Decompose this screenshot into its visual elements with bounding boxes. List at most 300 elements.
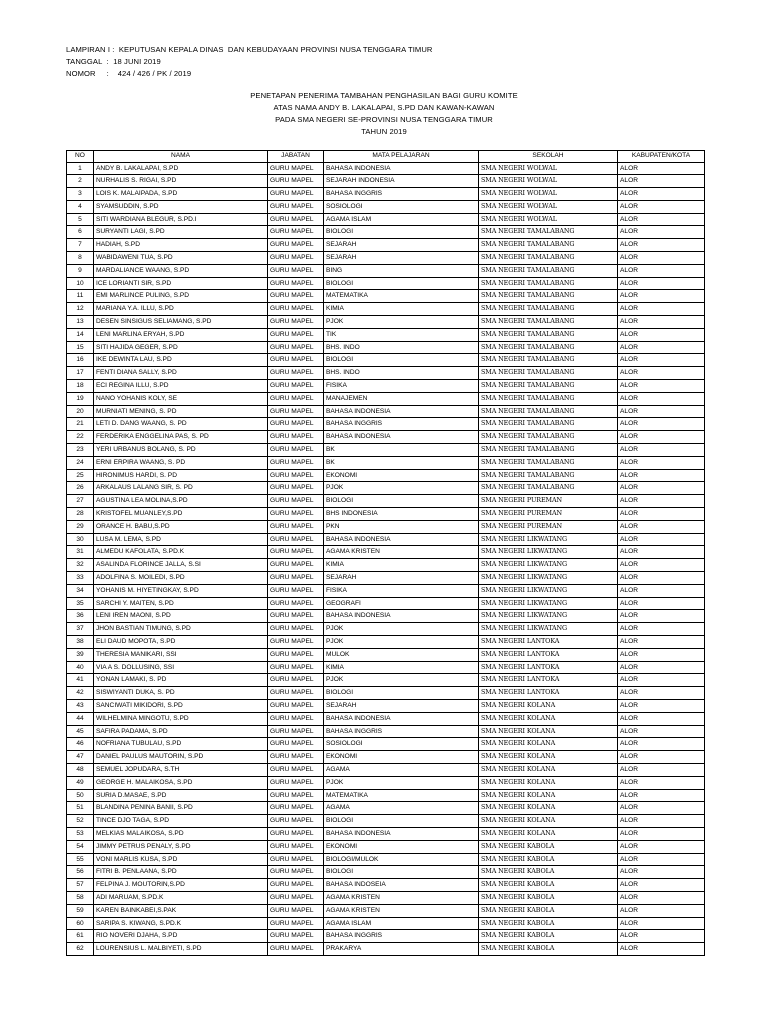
cell-mata-pelajaran: SEJARAH INDONESIA [324, 175, 479, 188]
table-row [67, 943, 705, 956]
cell-no: 38 [67, 635, 94, 648]
cell-no: 26 [67, 482, 94, 495]
cell-kabupaten: ALOR [618, 405, 705, 418]
cell-sekolah: SMA NEGERI TAMALABANG [479, 418, 618, 431]
cell-nama: EMI MARLINCE PULING, S.PD [94, 290, 268, 303]
cell-kabupaten: ALOR [618, 559, 705, 572]
cell-jabatan: GURU MAPEL [268, 674, 324, 687]
table-row [67, 674, 705, 687]
cell-nama: SITI WARDIANA BLEGUR, S.PD.I [94, 213, 268, 226]
cell-kabupaten: ALOR [618, 661, 705, 674]
cell-kabupaten: ALOR [618, 751, 705, 764]
cell-no: 16 [67, 354, 94, 367]
cell-no: 59 [67, 904, 94, 917]
table-row [67, 879, 705, 892]
cell-sekolah: SMA NEGERI LANTOKA [479, 687, 618, 700]
table-row [67, 444, 705, 457]
cell-mata-pelajaran: BAHASA INGGRIS [324, 188, 479, 201]
table-row [67, 367, 705, 380]
cell-jabatan: GURU MAPEL [268, 392, 324, 405]
cell-no: 17 [67, 367, 94, 380]
cell-mata-pelajaran: BIOLOGI [324, 277, 479, 290]
cell-kabupaten: ALOR [618, 738, 705, 751]
table-row [67, 303, 705, 316]
cell-mata-pelajaran: AGAMA KRISTEN [324, 891, 479, 904]
cell-mata-pelajaran: BAHASA INGGRIS [324, 930, 479, 943]
cell-no: 48 [67, 763, 94, 776]
cell-kabupaten: ALOR [618, 316, 705, 329]
cell-nama: SURYANTI LAGI, S.PD [94, 226, 268, 239]
cell-nama: ECI REGINA ILLU, S.PD [94, 380, 268, 393]
cell-no: 50 [67, 789, 94, 802]
cell-sekolah: SMA NEGERI LANTOKA [479, 661, 618, 674]
table-row [67, 264, 705, 277]
table-row [67, 508, 705, 521]
cell-no: 8 [67, 252, 94, 265]
cell-kabupaten: ALOR [618, 341, 705, 354]
cell-nama: FITRI B. PENLAANA, S.PD [94, 866, 268, 879]
cell-kabupaten: ALOR [618, 802, 705, 815]
cell-jabatan: GURU MAPEL [268, 277, 324, 290]
cell-no: 58 [67, 891, 94, 904]
cell-kabupaten: ALOR [618, 328, 705, 341]
cell-kabupaten: ALOR [618, 469, 705, 482]
cell-no: 46 [67, 738, 94, 751]
cell-no: 53 [67, 827, 94, 840]
cell-sekolah: SMA NEGERI KOLANA [479, 725, 618, 738]
cell-mata-pelajaran: BIOLOGI [324, 815, 479, 828]
cell-jabatan: GURU MAPEL [268, 239, 324, 252]
cell-sekolah: SMA NEGERI WOLWAL [479, 200, 618, 213]
cell-jabatan: GURU MAPEL [268, 328, 324, 341]
table-row [67, 751, 705, 764]
cell-sekolah: SMA NEGERI TAMALABANG [479, 367, 618, 380]
cell-sekolah: SMA NEGERI TAMALABANG [479, 405, 618, 418]
cell-sekolah: SMA NEGERI LANTOKA [479, 674, 618, 687]
cell-nama: ICE LORIANTI SIR, S.PD [94, 277, 268, 290]
cell-nama: SISWIYANTI DUKA, S. PD [94, 687, 268, 700]
cell-mata-pelajaran: BAHASA INDONESIA [324, 712, 479, 725]
cell-sekolah: SMA NEGERI WOLWAL [479, 188, 618, 201]
cell-no: 62 [67, 943, 94, 956]
table-row [67, 661, 705, 674]
cell-kabupaten: ALOR [618, 904, 705, 917]
cell-sekolah: SMA NEGERI LIKWATANG [479, 559, 618, 572]
cell-kabupaten: ALOR [618, 162, 705, 175]
cell-sekolah: SMA NEGERI KOLANA [479, 815, 618, 828]
cell-sekolah: SMA NEGERI TAMALABANG [479, 328, 618, 341]
cell-kabupaten: ALOR [618, 380, 705, 393]
cell-nama: DESEN SINSIGUS SELIAMANG, S.PD [94, 316, 268, 329]
cell-mata-pelajaran: AGAMA [324, 763, 479, 776]
cell-mata-pelajaran: SOSIOLOGI [324, 738, 479, 751]
cell-nama: TINCE DJO TAGA, S.PD [94, 815, 268, 828]
cell-kabupaten: ALOR [618, 840, 705, 853]
cell-mata-pelajaran: BAHASA INGGRIS [324, 418, 479, 431]
cell-no: 37 [67, 623, 94, 636]
cell-sekolah: SMA NEGERI KABOLA [479, 891, 618, 904]
table-row [67, 239, 705, 252]
cell-mata-pelajaran: BAHASA INDONESIA [324, 610, 479, 623]
table-row [67, 635, 705, 648]
table-row [67, 597, 705, 610]
cell-no: 30 [67, 533, 94, 546]
cell-jabatan: GURU MAPEL [268, 930, 324, 943]
cell-jabatan: GURU MAPEL [268, 495, 324, 508]
cell-kabupaten: ALOR [618, 418, 705, 431]
cell-no: 20 [67, 405, 94, 418]
cell-no: 19 [67, 392, 94, 405]
table-row [67, 776, 705, 789]
cell-no: 6 [67, 226, 94, 239]
cell-jabatan: GURU MAPEL [268, 341, 324, 354]
cell-mata-pelajaran: PJOK [324, 316, 479, 329]
cell-jabatan: GURU MAPEL [268, 904, 324, 917]
cell-kabupaten: ALOR [618, 431, 705, 444]
cell-no: 57 [67, 879, 94, 892]
cell-sekolah: SMA NEGERI KOLANA [479, 712, 618, 725]
cell-jabatan: GURU MAPEL [268, 853, 324, 866]
cell-jabatan: GURU MAPEL [268, 661, 324, 674]
cell-mata-pelajaran: MATEMATIKA [324, 290, 479, 303]
cell-jabatan: GURU MAPEL [268, 943, 324, 956]
cell-nama: NOFRIANA TUBULAU, S.PD [94, 738, 268, 751]
cell-jabatan: GURU MAPEL [268, 303, 324, 316]
cell-nama: WABIDAWENI TUA, S.PD [94, 252, 268, 265]
cell-kabupaten: ALOR [618, 623, 705, 636]
cell-mata-pelajaran: BIOLOGI [324, 226, 479, 239]
table-row [67, 827, 705, 840]
table-row [67, 738, 705, 751]
col-header-no: NO [67, 151, 94, 163]
table-body [67, 162, 705, 955]
cell-kabupaten: ALOR [618, 175, 705, 188]
cell-no: 44 [67, 712, 94, 725]
cell-jabatan: GURU MAPEL [268, 687, 324, 700]
table-row [67, 789, 705, 802]
cell-kabupaten: ALOR [618, 763, 705, 776]
cell-nama: SANCIWATI MIKIDORI, S.PD [94, 699, 268, 712]
cell-mata-pelajaran: BAHASA INDONESIA [324, 405, 479, 418]
cell-no: 25 [67, 469, 94, 482]
cell-mata-pelajaran: AGAMA ISLAM [324, 917, 479, 930]
nomor-line: NOMOR : 424 / 426 / PK / 2019 [66, 69, 192, 78]
table-row [67, 341, 705, 354]
cell-mata-pelajaran: BHS. INDO [324, 341, 479, 354]
cell-mata-pelajaran: KIMIA [324, 661, 479, 674]
cell-kabupaten: ALOR [618, 495, 705, 508]
cell-sekolah: SMA NEGERI KABOLA [479, 866, 618, 879]
cell-jabatan: GURU MAPEL [268, 891, 324, 904]
cell-no: 31 [67, 546, 94, 559]
cell-kabupaten: ALOR [618, 725, 705, 738]
cell-mata-pelajaran: BAHASA INDONESIA [324, 162, 479, 175]
cell-nama: MELKIAS MALAIKOSA, S.PD [94, 827, 268, 840]
cell-no: 4 [67, 200, 94, 213]
cell-kabupaten: ALOR [618, 303, 705, 316]
cell-no: 39 [67, 648, 94, 661]
cell-no: 55 [67, 853, 94, 866]
cell-jabatan: GURU MAPEL [268, 776, 324, 789]
cell-no: 52 [67, 815, 94, 828]
cell-nama: THERESIA MANIKARI, SSI [94, 648, 268, 661]
cell-sekolah: SMA NEGERI WOLWAL [479, 175, 618, 188]
table-row [67, 802, 705, 815]
cell-kabupaten: ALOR [618, 610, 705, 623]
cell-sekolah: SMA NEGERI TAMALABANG [479, 341, 618, 354]
cell-sekolah: SMA NEGERI LIKWATANG [479, 610, 618, 623]
cell-mata-pelajaran: GEOGRAFI [324, 597, 479, 610]
table-row [67, 725, 705, 738]
cell-mata-pelajaran: EKONOMI [324, 751, 479, 764]
cell-jabatan: GURU MAPEL [268, 635, 324, 648]
cell-no: 29 [67, 520, 94, 533]
cell-nama: BLANDINA PENINA BANII, S.PD [94, 802, 268, 815]
cell-kabupaten: ALOR [618, 239, 705, 252]
cell-kabupaten: ALOR [618, 674, 705, 687]
cell-kabupaten: ALOR [618, 213, 705, 226]
table-row [67, 763, 705, 776]
cell-no: 5 [67, 213, 94, 226]
cell-nama: LOIS K. MALAIPADA, S.PD [94, 188, 268, 201]
cell-nama: MARDALIANCE WAANG, S.PD [94, 264, 268, 277]
cell-kabupaten: ALOR [618, 815, 705, 828]
cell-kabupaten: ALOR [618, 456, 705, 469]
cell-jabatan: GURU MAPEL [268, 712, 324, 725]
cell-no: 27 [67, 495, 94, 508]
cell-mata-pelajaran: TIK [324, 328, 479, 341]
table-row [67, 213, 705, 226]
cell-no: 32 [67, 559, 94, 572]
table-row [67, 853, 705, 866]
cell-kabupaten: ALOR [618, 866, 705, 879]
table-row [67, 610, 705, 623]
cell-no: 54 [67, 840, 94, 853]
cell-no: 23 [67, 444, 94, 457]
cell-mata-pelajaran: FISIKA [324, 584, 479, 597]
cell-no: 35 [67, 597, 94, 610]
cell-no: 3 [67, 188, 94, 201]
cell-jabatan: GURU MAPEL [268, 763, 324, 776]
cell-mata-pelajaran: SEJARAH [324, 252, 479, 265]
cell-jabatan: GURU MAPEL [268, 456, 324, 469]
cell-no: 24 [67, 456, 94, 469]
cell-sekolah: SMA NEGERI WOLWAL [479, 213, 618, 226]
title-line-1: PENETAPAN PENERIMA TAMBAHAN PENGHASILAN BAGI GURU KOMITE [250, 91, 518, 100]
cell-mata-pelajaran: BIOLOGI [324, 495, 479, 508]
cell-jabatan: GURU MAPEL [268, 699, 324, 712]
col-header-jabatan: JABATAN [268, 151, 324, 163]
cell-jabatan: GURU MAPEL [268, 572, 324, 585]
cell-nama: LOURENSIUS L. MALBIYETI, S.PD [94, 943, 268, 956]
cell-mata-pelajaran: BK [324, 444, 479, 457]
table-row [67, 520, 705, 533]
cell-mata-pelajaran: BIOLOGI [324, 354, 479, 367]
cell-sekolah: SMA NEGERI KABOLA [479, 853, 618, 866]
table-row [67, 482, 705, 495]
cell-mata-pelajaran: EKONOMI [324, 840, 479, 853]
cell-mata-pelajaran: BIOLOGI [324, 866, 479, 879]
cell-no: 56 [67, 866, 94, 879]
cell-nama: ASALINDA FLORINCE JALLA, S.SI [94, 559, 268, 572]
table-row [67, 226, 705, 239]
cell-sekolah: SMA NEGERI KOLANA [479, 789, 618, 802]
cell-nama: SEMUEL JOPUDARA, S.TH [94, 763, 268, 776]
table-row [67, 623, 705, 636]
cell-kabupaten: ALOR [618, 635, 705, 648]
cell-sekolah: SMA NEGERI KABOLA [479, 904, 618, 917]
cell-nama: SARCHI Y. MAITEN, S.PD [94, 597, 268, 610]
cell-nama: SYAMSUDDIN, S.PD [94, 200, 268, 213]
cell-jabatan: GURU MAPEL [268, 367, 324, 380]
cell-no: 13 [67, 316, 94, 329]
cell-nama: NURHALIS S. RIGAI, S.PD [94, 175, 268, 188]
table-row [67, 687, 705, 700]
cell-no: 7 [67, 239, 94, 252]
cell-nama: LUSA M. LEMA, S.PD [94, 533, 268, 546]
cell-sekolah: SMA NEGERI LIKWATANG [479, 546, 618, 559]
cell-mata-pelajaran: BIOLOGI/MULOK [324, 853, 479, 866]
cell-sekolah: SMA NEGERI LANTOKA [479, 648, 618, 661]
cell-no: 40 [67, 661, 94, 674]
cell-kabupaten: ALOR [618, 277, 705, 290]
cell-nama: NANO YOHANIS KOLY, SE [94, 392, 268, 405]
table-row [67, 252, 705, 265]
cell-no: 9 [67, 264, 94, 277]
cell-sekolah: SMA NEGERI LIKWATANG [479, 597, 618, 610]
cell-sekolah: SMA NEGERI KOLANA [479, 802, 618, 815]
cell-kabupaten: ALOR [618, 482, 705, 495]
cell-nama: ORANCE H. BABU,S.PD [94, 520, 268, 533]
cell-jabatan: GURU MAPEL [268, 789, 324, 802]
cell-jabatan: GURU MAPEL [268, 469, 324, 482]
cell-jabatan: GURU MAPEL [268, 405, 324, 418]
cell-nama: ANDY B. LAKALAPAI, S.PD [94, 162, 268, 175]
cell-sekolah: SMA NEGERI KABOLA [479, 930, 618, 943]
cell-mata-pelajaran: BING [324, 264, 479, 277]
cell-kabupaten: ALOR [618, 290, 705, 303]
table-row [67, 891, 705, 904]
cell-mata-pelajaran: SEJARAH [324, 572, 479, 585]
cell-kabupaten: ALOR [618, 252, 705, 265]
table-row [67, 712, 705, 725]
cell-mata-pelajaran: PJOK [324, 623, 479, 636]
cell-sekolah: SMA NEGERI KABOLA [479, 917, 618, 930]
cell-kabupaten: ALOR [618, 597, 705, 610]
table-row [67, 162, 705, 175]
cell-mata-pelajaran: PJOK [324, 635, 479, 648]
cell-kabupaten: ALOR [618, 776, 705, 789]
cell-jabatan: GURU MAPEL [268, 380, 324, 393]
cell-sekolah: SMA NEGERI TAMALABANG [479, 264, 618, 277]
cell-kabupaten: ALOR [618, 264, 705, 277]
cell-jabatan: GURU MAPEL [268, 290, 324, 303]
cell-jabatan: GURU MAPEL [268, 431, 324, 444]
cell-mata-pelajaran: KIMIA [324, 559, 479, 572]
table-row [67, 200, 705, 213]
cell-mata-pelajaran: MULOK [324, 648, 479, 661]
cell-sekolah: SMA NEGERI TAMALABANG [479, 469, 618, 482]
cell-kabupaten: ALOR [618, 444, 705, 457]
table-row [67, 277, 705, 290]
cell-mata-pelajaran: SEJARAH [324, 699, 479, 712]
table-row [67, 175, 705, 188]
cell-sekolah: SMA NEGERI TAMALABANG [479, 482, 618, 495]
cell-mata-pelajaran: BHS. INDO [324, 367, 479, 380]
cell-mata-pelajaran: BIOLOGI [324, 687, 479, 700]
col-header-mata-pelajaran: MATA PELAJARAN [324, 151, 479, 163]
cell-kabupaten: ALOR [618, 879, 705, 892]
cell-nama: AGUSTINA LEA MOLINA,S.PD [94, 495, 268, 508]
cell-jabatan: GURU MAPEL [268, 213, 324, 226]
cell-no: 61 [67, 930, 94, 943]
cell-kabupaten: ALOR [618, 392, 705, 405]
cell-jabatan: GURU MAPEL [268, 827, 324, 840]
cell-jabatan: GURU MAPEL [268, 508, 324, 521]
cell-nama: FENTI DIANA SALLY, S.PD [94, 367, 268, 380]
cell-nama: LENI IREN MAONI, S.PD [94, 610, 268, 623]
cell-sekolah: SMA NEGERI KOLANA [479, 751, 618, 764]
cell-nama: SARIPA S. KIWANG, S.PD.K [94, 917, 268, 930]
cell-mata-pelajaran: BK [324, 456, 479, 469]
cell-mata-pelajaran: EKONOMI [324, 469, 479, 482]
cell-no: 43 [67, 699, 94, 712]
cell-sekolah: SMA NEGERI LANTOKA [479, 635, 618, 648]
table-row [67, 815, 705, 828]
cell-mata-pelajaran: BAHASA INDONESIA [324, 827, 479, 840]
cell-nama: MARIANA Y.A. ILLU, S.PD [94, 303, 268, 316]
cell-jabatan: GURU MAPEL [268, 584, 324, 597]
cell-sekolah: SMA NEGERI TAMALABANG [479, 303, 618, 316]
table-row [67, 930, 705, 943]
cell-jabatan: GURU MAPEL [268, 738, 324, 751]
cell-jabatan: GURU MAPEL [268, 559, 324, 572]
cell-jabatan: GURU MAPEL [268, 546, 324, 559]
cell-mata-pelajaran: AGAMA ISLAM [324, 213, 479, 226]
table-row [67, 380, 705, 393]
cell-nama: ADI MARUAM, S.PD.K [94, 891, 268, 904]
table-row [67, 648, 705, 661]
title-line-3: PADA SMA NEGERI SE-PROVINSI NUSA TENGGARA TIMUR [275, 115, 493, 124]
table-row [67, 866, 705, 879]
table-row [67, 290, 705, 303]
cell-kabupaten: ALOR [618, 520, 705, 533]
cell-kabupaten: ALOR [618, 200, 705, 213]
table-row [67, 469, 705, 482]
cell-mata-pelajaran: AGAMA KRISTEN [324, 546, 479, 559]
table-row [67, 584, 705, 597]
cell-kabupaten: ALOR [618, 188, 705, 201]
cell-jabatan: GURU MAPEL [268, 226, 324, 239]
cell-kabupaten: ALOR [618, 508, 705, 521]
cell-nama: LETI D. DANG WAANG, S. PD [94, 418, 268, 431]
cell-jabatan: GURU MAPEL [268, 866, 324, 879]
cell-jabatan: GURU MAPEL [268, 751, 324, 764]
cell-nama: YONAN LAMAKI, S. PD [94, 674, 268, 687]
cell-mata-pelajaran: BAHASA INDOSEIA [324, 879, 479, 892]
cell-jabatan: GURU MAPEL [268, 482, 324, 495]
table-row [67, 572, 705, 585]
cell-nama: SURIA D.MASAE, S.PD [94, 789, 268, 802]
cell-nama: MURNIATI MENING, S. PD [94, 405, 268, 418]
cell-sekolah: SMA NEGERI TAMALABANG [479, 316, 618, 329]
cell-sekolah: SMA NEGERI TAMALABANG [479, 252, 618, 265]
cell-nama: ELI DAUD MOPOTA, S.PD [94, 635, 268, 648]
cell-jabatan: GURU MAPEL [268, 264, 324, 277]
cell-sekolah: SMA NEGERI PUREMAN [479, 495, 618, 508]
table-row [67, 456, 705, 469]
cell-sekolah: SMA NEGERI KOLANA [479, 738, 618, 751]
